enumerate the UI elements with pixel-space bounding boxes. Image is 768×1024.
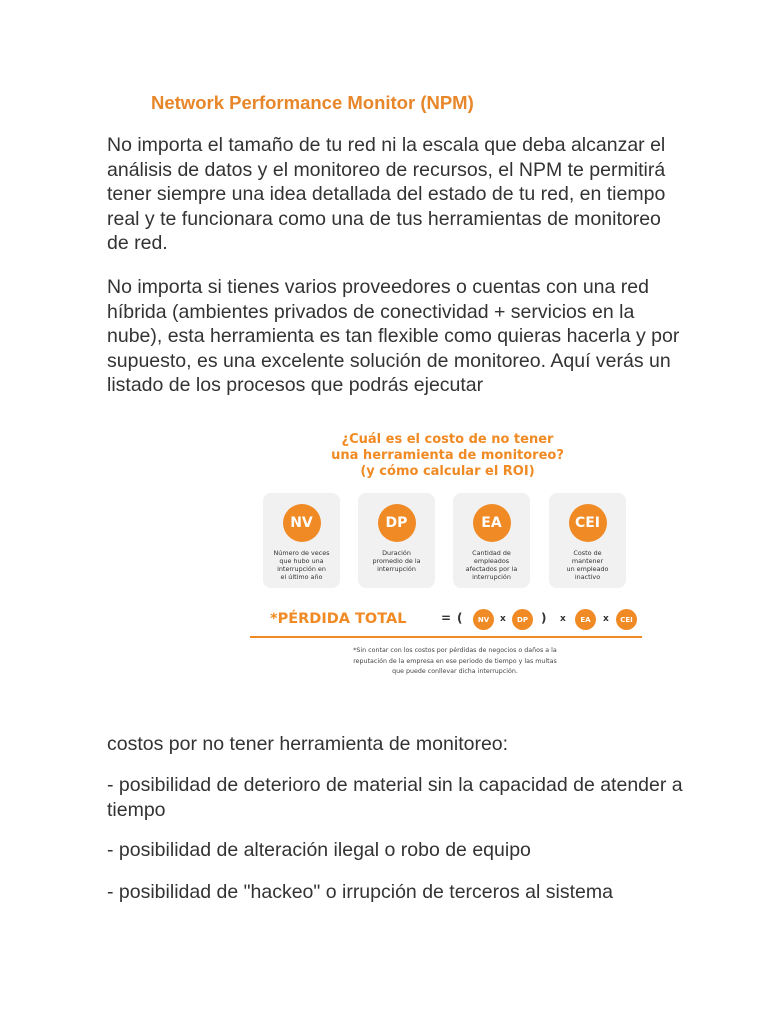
page-title: Network Performance Monitor (NPM) <box>151 92 474 113</box>
divider <box>250 636 642 638</box>
list-item: - posibilidad de deterioro de material sin la capacidad de atender a tiempo <box>107 774 683 821</box>
multiply-sign: x <box>603 614 609 624</box>
multiply-sign: x <box>500 614 506 624</box>
factor-badge: EA <box>473 504 511 542</box>
desc-line: empleados <box>473 557 510 565</box>
open-paren: ( <box>457 611 463 625</box>
factor-card-cei <box>549 493 626 588</box>
factor-card-ea <box>453 493 530 588</box>
desc-line: un empleado <box>566 565 609 573</box>
desc-line: afectados por la <box>465 565 518 573</box>
footnote <box>330 646 580 678</box>
infographic-title <box>250 432 645 480</box>
footnote-line: reputación de la empresa en ese periodo de tiempo y las multas <box>353 657 557 665</box>
footnote-line: *Sin contar con los costos por pérdidas de negocios o daños a la <box>353 647 557 654</box>
desc-line: que hubo una <box>279 557 324 565</box>
desc-line: promedio de la <box>372 557 421 565</box>
desc-line: interrupción <box>472 573 511 581</box>
multiply-sign: x <box>560 614 566 624</box>
factor-card-dp <box>358 493 435 588</box>
loss-formula <box>250 607 645 633</box>
factor-badge: DP <box>378 504 416 542</box>
desc-line: el último año <box>280 573 323 581</box>
infographic-subtitle: (y cómo calcular el ROI) <box>360 464 535 479</box>
list-item: - posibilidad de alteración ilegal o robo de equipo <box>107 839 531 861</box>
formula-term-cei: CEI <box>616 609 637 630</box>
footnote-line: que puede conllevar dicha interrupción. <box>392 668 518 675</box>
flexibility-paragraph: No importa si tienes varios proveedores o cuentas con una red híbrida (ambientes privados de conectividad + servicios en la nube), esta herramienta es tan flexible como quieras hacerla y por supuesto, es una excelente solución de monitoreo. Aquí verás un listado de los procesos que podrás ejecutar <box>107 276 680 396</box>
desc-line: Cantidad de <box>472 549 511 557</box>
costs-heading: costos por no tener herramienta de monitoreo: <box>107 733 509 755</box>
factor-badge: NV <box>283 504 321 542</box>
desc-line: mantener <box>571 557 604 565</box>
equals-sign: = <box>441 611 452 625</box>
factor-description <box>553 549 622 581</box>
infographic-title-line: una herramienta de monitoreo? <box>331 448 564 463</box>
formula-label: *PÉRDIDA TOTAL <box>270 611 407 627</box>
roi-infographic <box>250 430 645 680</box>
factor-card-nv <box>263 493 340 588</box>
factor-description <box>457 549 526 581</box>
intro-paragraph: No importa el tamaño de tu red ni la escala que deba alcanzar el análisis de datos y el monitoreo de recursos, el NPM te permitirá tener siempre una idea detallada del estado de tu red, en tiempo real y te funcionara como una de tus herramientas de monitoreo de red. <box>107 134 666 254</box>
list-item: - posibilidad de "hackeo" o irrupción de terceros al sistema <box>107 881 613 903</box>
factor-badge: CEI <box>569 504 607 542</box>
close-paren: ) <box>541 611 547 625</box>
infographic-title-line: ¿Cuál es el costo de no tener <box>341 432 554 447</box>
formula-term-ea: EA <box>575 609 596 630</box>
formula-term-dp: DP <box>512 609 533 630</box>
factor-description <box>362 549 431 573</box>
desc-line: interrupción en <box>277 565 326 573</box>
desc-line: Número de veces <box>273 549 330 557</box>
desc-line: Duración <box>382 549 411 557</box>
desc-line: interrupción <box>377 565 416 573</box>
desc-line: inactivo <box>574 573 601 581</box>
formula-term-nv: NV <box>473 609 494 630</box>
factor-description <box>267 549 336 581</box>
desc-line: Costo de <box>573 549 602 557</box>
